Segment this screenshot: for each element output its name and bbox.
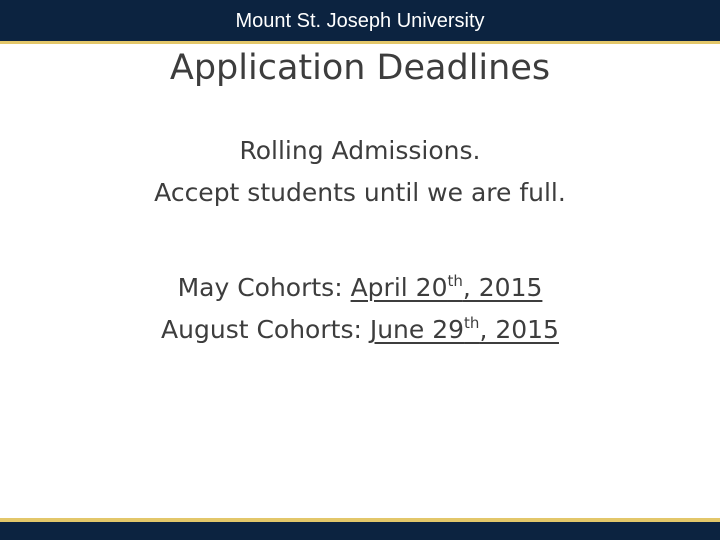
deadline-date-year: , 2015: [479, 315, 559, 344]
deadline-may: [0, 267, 720, 309]
footer-band: [0, 522, 720, 540]
deadline-date-main: June 29: [369, 315, 465, 344]
header-accent-stripe: [0, 41, 720, 44]
deadline-list: [0, 267, 720, 351]
deadline-date-suffix: th: [447, 272, 463, 290]
deadline-label: May Cohorts:: [177, 273, 351, 302]
deadline-august: [0, 309, 720, 351]
header-title: Mount St. Joseph University: [235, 10, 485, 32]
page-title: Application Deadlines: [169, 48, 551, 88]
deadline-date-main: April 20: [350, 273, 448, 302]
deadline-date: [370, 315, 559, 344]
deadline-date-year: , 2015: [462, 273, 543, 302]
intro-text: [0, 130, 720, 214]
deadline-date-suffix: th: [464, 314, 480, 332]
intro-line-rolling: Rolling Admissions.: [239, 136, 481, 165]
deadline-date: [351, 273, 543, 302]
deadline-label: August Cohorts:: [161, 315, 370, 344]
intro-line-accept: Accept students until we are full.: [154, 178, 566, 207]
